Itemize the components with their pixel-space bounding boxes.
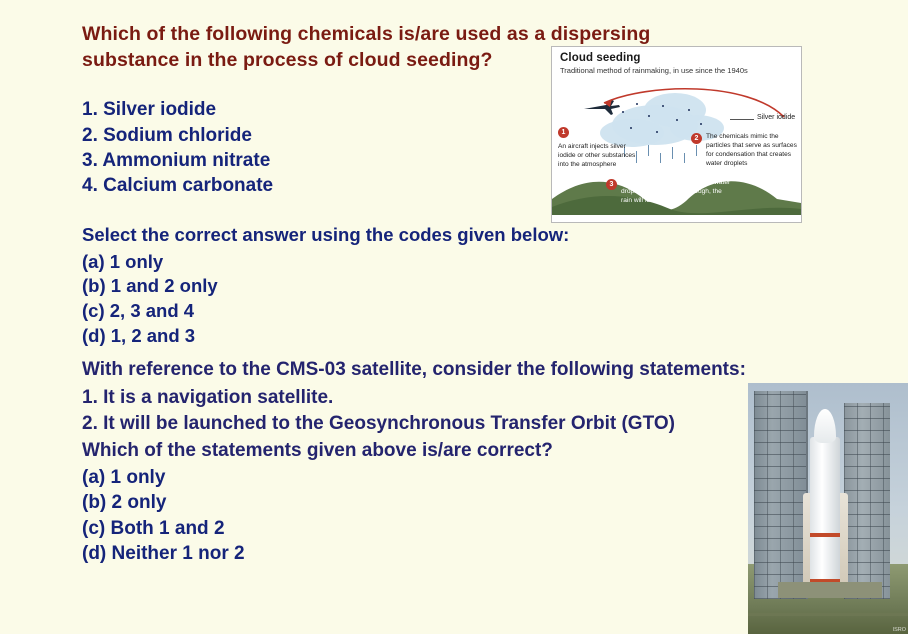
particle-dot bbox=[630, 127, 632, 129]
list-item: 4. Calcium carbonate bbox=[82, 175, 274, 197]
callout-badge-2: 2 bbox=[691, 133, 702, 144]
callout-text-2: The chemicals mimic the particles that serve as surfaces for condensation that creates water droplets bbox=[706, 133, 797, 167]
callout-badge-1: 1 bbox=[558, 127, 569, 138]
particle-dot bbox=[656, 131, 658, 133]
rain-drop bbox=[648, 145, 649, 156]
callout-text-1: An aircraft injects silver iodide or other substances into the atmosphere bbox=[558, 143, 636, 168]
rocket-band bbox=[810, 533, 840, 537]
silver-iodide-label: Silver iodide bbox=[757, 114, 796, 121]
cloud-seeding-header bbox=[552, 47, 801, 75]
particle-dot bbox=[700, 123, 702, 125]
question-1-select-line: Select the correct answer using the codes given below: bbox=[82, 223, 570, 245]
list-item: (c) 2, 3 and 4 bbox=[82, 300, 195, 322]
question-1-answer-codes bbox=[82, 250, 722, 350]
question-2-option-list bbox=[82, 465, 782, 566]
tower-lattice bbox=[844, 403, 890, 599]
list-item: 1. Silver iodide bbox=[82, 99, 217, 121]
list-item: (b) 1 and 2 only bbox=[82, 275, 218, 297]
perimeter-fence bbox=[748, 613, 908, 616]
question-2-ask-line: Which of the statements given above is/are correct? bbox=[82, 439, 553, 461]
launch-tower-left bbox=[754, 391, 808, 599]
rocket-body bbox=[810, 437, 840, 597]
cloud-seeding-figure bbox=[551, 46, 802, 223]
rain-drop bbox=[660, 153, 661, 163]
callout-badge-3: 3 bbox=[606, 179, 617, 190]
question-2-prompt: With reference to the CMS-03 satellite, consider the following statements: bbox=[82, 359, 746, 380]
list-item: (c) Both 1 and 2 bbox=[82, 517, 225, 539]
launch-tower-right bbox=[844, 403, 890, 599]
list-item: 2. Sodium chloride bbox=[82, 124, 252, 146]
launch-pad bbox=[778, 582, 882, 598]
cloud-seeding-illustration bbox=[552, 75, 801, 215]
callout-text-3: Once the condensation creates water droplets that are large enough, the rain will fall bbox=[621, 179, 731, 204]
rocket-launch-photo bbox=[748, 383, 908, 634]
cloud-seeding-subtitle: Traditional method of rainmaking, in use since the 1940s bbox=[560, 66, 748, 75]
rain-drop bbox=[672, 147, 673, 159]
list-item: 3. Ammonium nitrate bbox=[82, 150, 271, 171]
list-item: 2. It will be launched to the Geosynchronous Transfer Orbit (GTO) bbox=[82, 412, 675, 434]
rain-drop bbox=[696, 145, 697, 156]
list-item: 1. It is a navigation satellite. bbox=[82, 387, 334, 409]
list-item: (d) Neither 1 nor 2 bbox=[82, 542, 245, 564]
tower-lattice bbox=[754, 391, 806, 599]
list-item: (d) 1, 2 and 3 bbox=[82, 325, 196, 347]
question-2-block bbox=[82, 357, 782, 566]
list-item: (b) 2 only bbox=[82, 492, 167, 514]
rain-drop bbox=[684, 153, 685, 163]
cloud-seeding-title: Cloud seeding bbox=[560, 52, 641, 64]
question-1-prompt: Which of the following chemicals is/are used as a dispersing substance in the process of cloud seeding? bbox=[82, 23, 651, 71]
list-item: (a) 1 only bbox=[82, 467, 166, 489]
label-leader-line bbox=[730, 119, 754, 120]
question-2-statements bbox=[82, 385, 782, 436]
photo-credit: ISRO bbox=[892, 627, 906, 633]
list-item: (a) 1 only bbox=[82, 250, 164, 272]
